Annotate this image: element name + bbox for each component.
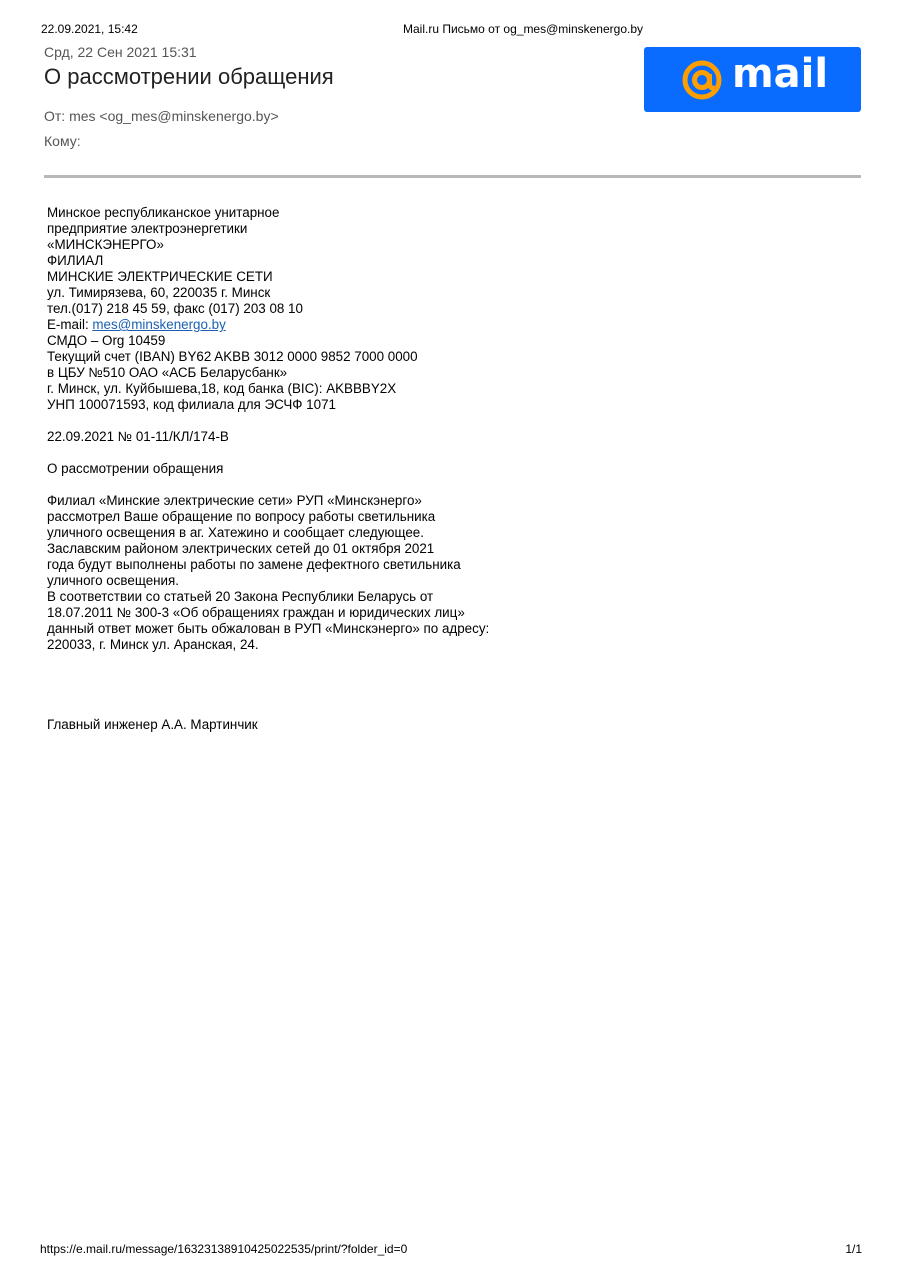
paragraph-line: рассмотрел Ваше обращение по вопросу работы светильника (47, 509, 436, 524)
org-line: предприятие электроэнергетики (47, 221, 248, 236)
email-label: E-mail: (47, 317, 93, 332)
signature: Главный инженер А.А. Мартинчик (47, 717, 258, 732)
org-line: «МИНСКЭНЕРГО» (47, 237, 164, 252)
paragraph-line: 220033, г. Минск ул. Аранская, 24. (47, 637, 259, 652)
bank-line: в ЦБУ №510 ОАО «АСБ Беларусбанк» (47, 365, 288, 380)
letter-body (47, 205, 567, 733)
bank-block (47, 333, 567, 413)
paragraph-line: В соответствии со статьей 20 Закона Республики Беларусь от (47, 589, 434, 604)
paragraph-line: Заславским районом электрических сетей до 01 октября 2021 (47, 541, 435, 556)
message-from: От: mes <og_mes@minskenergo.by> (44, 108, 279, 124)
bank-line: Текущий счет (IBAN) BY62 AKBB 3012 0000 9852 7000 0000 (47, 349, 418, 364)
paragraph-line: года будут выполнены работы по замене дефектного светильника (47, 557, 461, 572)
org-line: тел.(017) 218 45 59, факс (017) 203 08 10 (47, 301, 303, 316)
org-line: Минское республиканское унитарное (47, 205, 280, 220)
at-sign-icon (680, 58, 724, 102)
bank-line: СМДО – Org 10459 (47, 333, 166, 348)
mail-logo (644, 47, 861, 112)
letter-heading: О рассмотрении обращения (47, 461, 224, 476)
paragraph-line: Филиал «Минские электрические сети» РУП «Минскэнерго» (47, 493, 422, 508)
reference-number: 22.09.2021 № 01-11/КЛ/174-В (47, 429, 229, 444)
header-divider (44, 175, 861, 178)
paragraph-line: данный ответ может быть обжалован в РУП «Минскэнерго» по адресу: (47, 621, 490, 636)
paragraph-line: уличного освещения в аг. Хатежино и сообщает следующее. (47, 525, 424, 540)
bank-line: УНП 100071593, код филиала для ЭСЧФ 1071 (47, 397, 336, 412)
org-line: ФИЛИАЛ (47, 253, 104, 268)
paragraph-line: 18.07.2011 № 300-3 «Об обращениях граждан и юридических лиц» (47, 605, 465, 620)
letter-paragraph (47, 493, 567, 653)
org-line: ул. Тимирязева, 60, 220035 г. Минск (47, 285, 271, 300)
org-line: МИНСКИЕ ЭЛЕКТРИЧЕСКИЕ СЕТИ (47, 269, 273, 284)
logo-text: mail (732, 51, 829, 97)
print-title: Mail.ru Письмо от og_mes@minskenergo.by (403, 22, 643, 36)
message-date: Срд, 22 Сен 2021 15:31 (44, 44, 197, 60)
email-line (47, 317, 567, 333)
message-subject: О рассмотрении обращения (44, 64, 334, 89)
bank-line: г. Минск, ул. Куйбышева,18, код банка (BIC): AKBBBY2X (47, 381, 397, 396)
org-block (47, 205, 567, 317)
print-datetime: 22.09.2021, 15:42 (41, 22, 138, 36)
paragraph-line: уличного освещения. (47, 573, 179, 588)
page-number: 1/1 (845, 1242, 862, 1256)
message-to: Кому: (44, 133, 81, 149)
email-link[interactable]: mes@minskenergo.by (92, 317, 226, 332)
print-url: https://e.mail.ru/message/16323138910425022535/print/?folder_id=0 (40, 1242, 408, 1256)
